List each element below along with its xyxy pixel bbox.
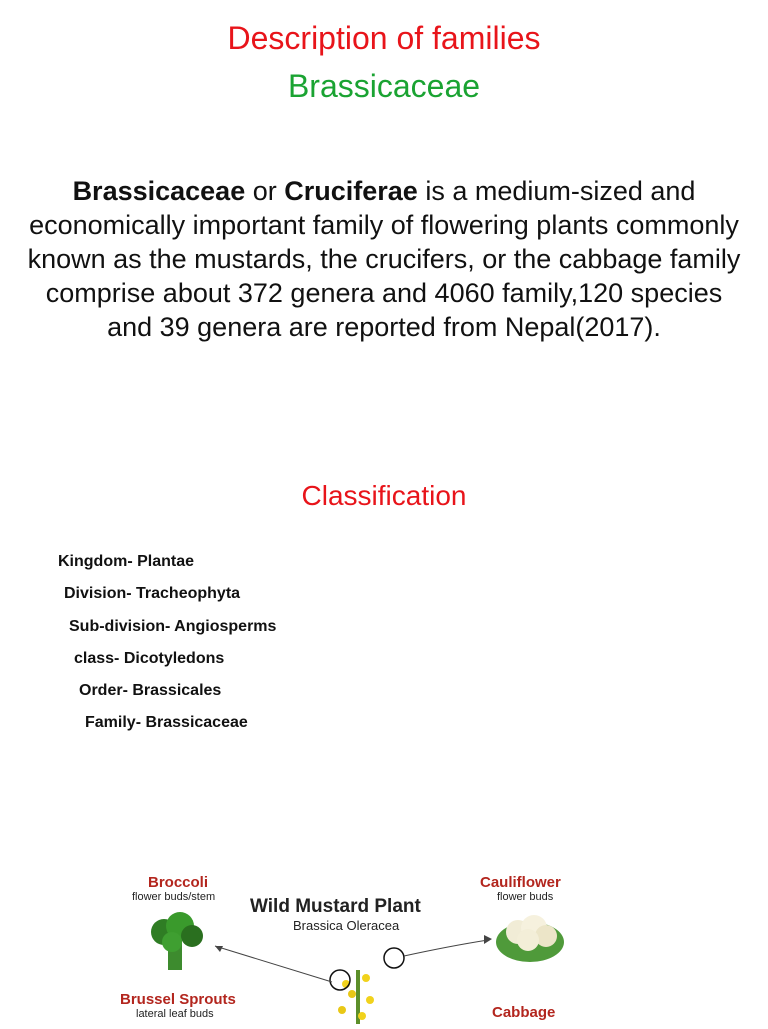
classification-heading: Classification	[301, 480, 467, 511]
family-title: Brassicaceae	[287, 68, 481, 104]
mustard-plant-icon	[330, 948, 404, 1024]
taxon-order: Order- Brassicales	[79, 682, 222, 699]
term-cruciferae: Cruciferae	[284, 176, 418, 206]
brussel-sprouts-part: lateral leaf buds	[136, 1008, 214, 1020]
taxon-subdivision: Sub-division- Angiosperms	[69, 618, 277, 635]
arrow-to-broccoli	[215, 946, 332, 982]
cabbage-label: Cabbage	[492, 1004, 556, 1021]
infographic-title: Wild Mustard Plant	[250, 896, 421, 917]
arrow-to-cauliflower	[404, 940, 488, 956]
broccoli-label: Broccoli	[148, 874, 209, 891]
mustard-infographic	[120, 860, 600, 1024]
cauliflower-part: flower buds	[497, 891, 554, 903]
taxon-family: Family- Brassicaceae	[85, 714, 248, 731]
intro-connector: or	[245, 176, 285, 206]
infographic-subtitle: Brassica Oleracea	[293, 918, 400, 933]
intro-paragraph	[20, 174, 748, 344]
taxon-kingdom: Kingdom- Plantae	[58, 553, 195, 570]
broccoli-icon	[151, 912, 203, 970]
intro-rest: is a medium-sized and economically important family of flowering plants commonly known as the mustards, the crucifers, or the cabbage family comprise about 372 genera and 4060 family,120 species and 39 genera are reported from Nepal(2017).	[27, 176, 741, 342]
cauliflower-icon	[496, 915, 564, 962]
term-brassicaceae: Brassicaceae	[72, 176, 246, 206]
taxon-class: class- Dicotyledons	[74, 650, 225, 667]
broccoli-part: flower buds/stem	[132, 891, 216, 903]
page-title: Description of families	[227, 20, 541, 56]
brussel-sprouts-label: Brussel Sprouts	[120, 991, 236, 1008]
taxon-division: Division- Tracheophyta	[64, 585, 241, 602]
cauliflower-label: Cauliflower	[480, 874, 561, 891]
